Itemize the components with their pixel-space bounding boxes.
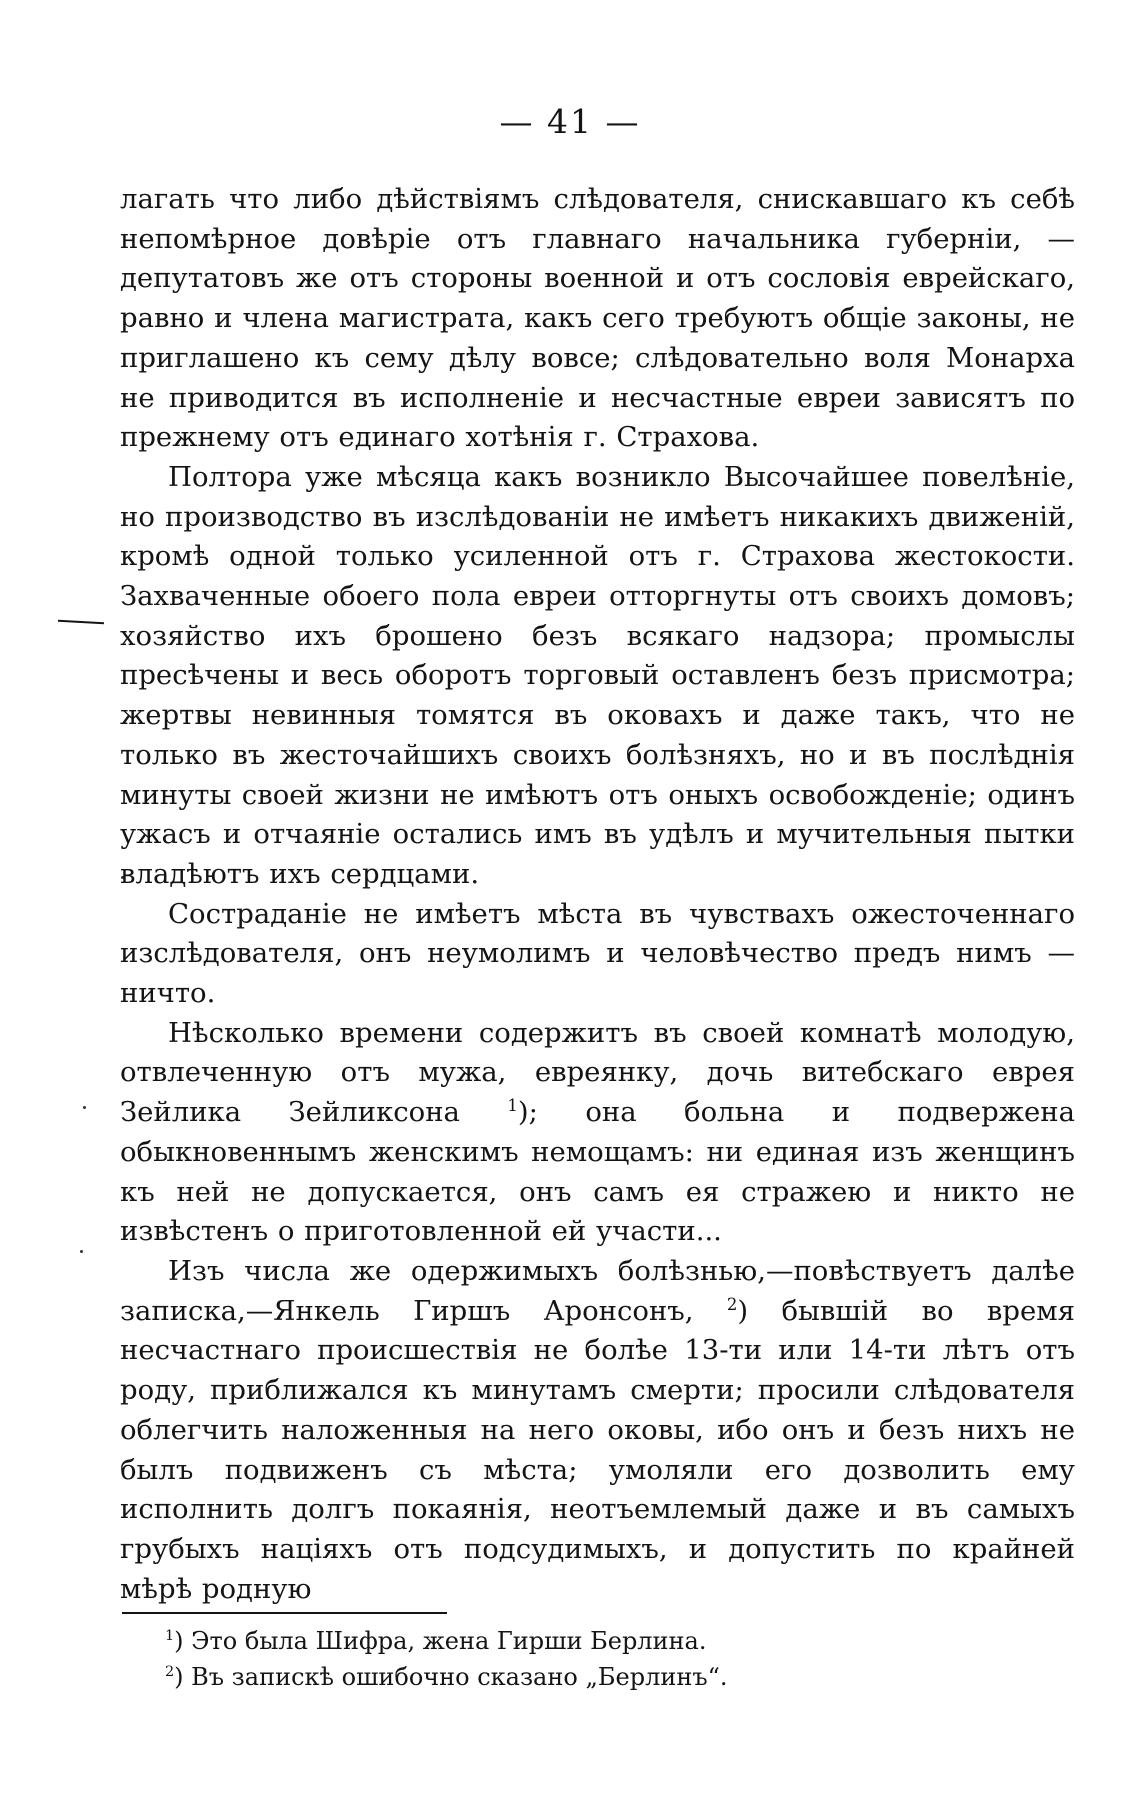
footnote-ref-1[interactable]: 1 bbox=[507, 1096, 518, 1116]
footnotes bbox=[165, 1623, 1065, 1695]
paragraph-4 bbox=[120, 1014, 1075, 1252]
footnote-1-mark: 1 bbox=[165, 1628, 175, 1644]
paragraph-4-text-before: Нѣсколько времени содержитъ въ своей комнатѣ молодую, отвлеченную отъ мужа, евреянку, дочь витебскаго еврея Зейлика Зейликсона bbox=[120, 1016, 1075, 1129]
footnote-separator bbox=[122, 1612, 447, 1614]
paragraph-3: Сострадaніе не имѣетъ мѣста въ чувствахъ ожесточеннаго изслѣдователя, онъ неумолимъ и человѣчество предъ нимъ — ничто. bbox=[120, 897, 1075, 1010]
margin-pencil-mark bbox=[58, 620, 104, 624]
footnote-1-text: ) Это была Шифра, жена Гирши Берлина. bbox=[174, 1627, 707, 1655]
page-number: — 41 — bbox=[499, 102, 641, 141]
paragraph-4-text-after: ); она больна и подвержена обыкновеннымъ женскимъ немощамъ: ни единая изъ женщинъ къ ней не допускается, онъ самъ ея стражею и никто не извѣстенъ о приготовленной ей участи... bbox=[120, 1096, 1075, 1248]
ink-speck bbox=[83, 1106, 86, 1109]
footnote-ref-2[interactable]: 2 bbox=[726, 1294, 738, 1314]
paragraph-5-text-after: ) бывшій во время несчастнаго происшествія не болѣе 13-ти или 14-ти лѣтъ отъ роду, приближался къ минутамъ смерти; просили слѣдователя облегчить наложенныя на него оковы, ибо онъ и безъ нихъ не былъ подвиженъ съ мѣста; умоляли его дозволить ему исполнить долгъ покаянія, неотъемлемый даже и въ самыхъ грубыхъ націяхъ отъ подсудимыхъ, и допустить по крайней мѣрѣ родную bbox=[120, 1294, 1075, 1605]
body-text bbox=[120, 180, 1075, 1609]
paragraph-1: лагать что либо дѣйствіямъ слѣдователя, снискавшаго къ себѣ непомѣрное довѣріе отъ главнаго начальника губерніи, — депутатовъ же отъ стороны военной и отъ сословія еврейскаго, равно и члена магистрата, какъ сего требуютъ общіе законы, не приглашено къ сему дѣлу вовсе; слѣдовательно воля Монарха не приводится въ исполненіе и несчастные евреи зависятъ по прежнему отъ единаго хотѣнія г. Страхова. bbox=[120, 183, 1075, 454]
footnote-2 bbox=[165, 1659, 1065, 1695]
ink-speck bbox=[80, 1250, 83, 1253]
paragraph-2: Полтора уже мѣсяца какъ возникло Высочайшее повелѣніе, но производство въ изслѣдованіи не имѣетъ никакихъ движеній, кромѣ одной только усиленной отъ г. Страхова жестокости. Захваченные обоего пола евреи отторгнуты отъ своихъ домовъ; хозяйство ихъ брошено безъ всякаго надзора; промыслы пресѣчены и весь оборотъ торговый оставленъ безъ присмотра; жертвы невинныя томятся въ оковахъ и даже такъ, что не только въ жесточайшихъ своихъ болѣзняхъ, но и въ послѣднія минуты своей жизни не имѣютъ отъ оныхъ освобожденіе; одинъ ужасъ и отчаяніе остались имъ въ удѣлъ и мучительныя пытки владѣютъ ихъ сердцами. bbox=[120, 460, 1075, 890]
paragraph-5 bbox=[120, 1252, 1075, 1609]
footnote-2-mark: 2 bbox=[165, 1664, 175, 1680]
footnote-1 bbox=[165, 1623, 1065, 1659]
footnote-2-text: ) Въ запискѣ ошибочно сказано „Берлинъ“. bbox=[174, 1663, 728, 1691]
paragraph-5-text-before: Изъ числа же одержимыхъ болѣзнью,—повѣствуетъ далѣе записка,—Янкель Гиршъ Аронсонъ, bbox=[120, 1254, 1075, 1327]
